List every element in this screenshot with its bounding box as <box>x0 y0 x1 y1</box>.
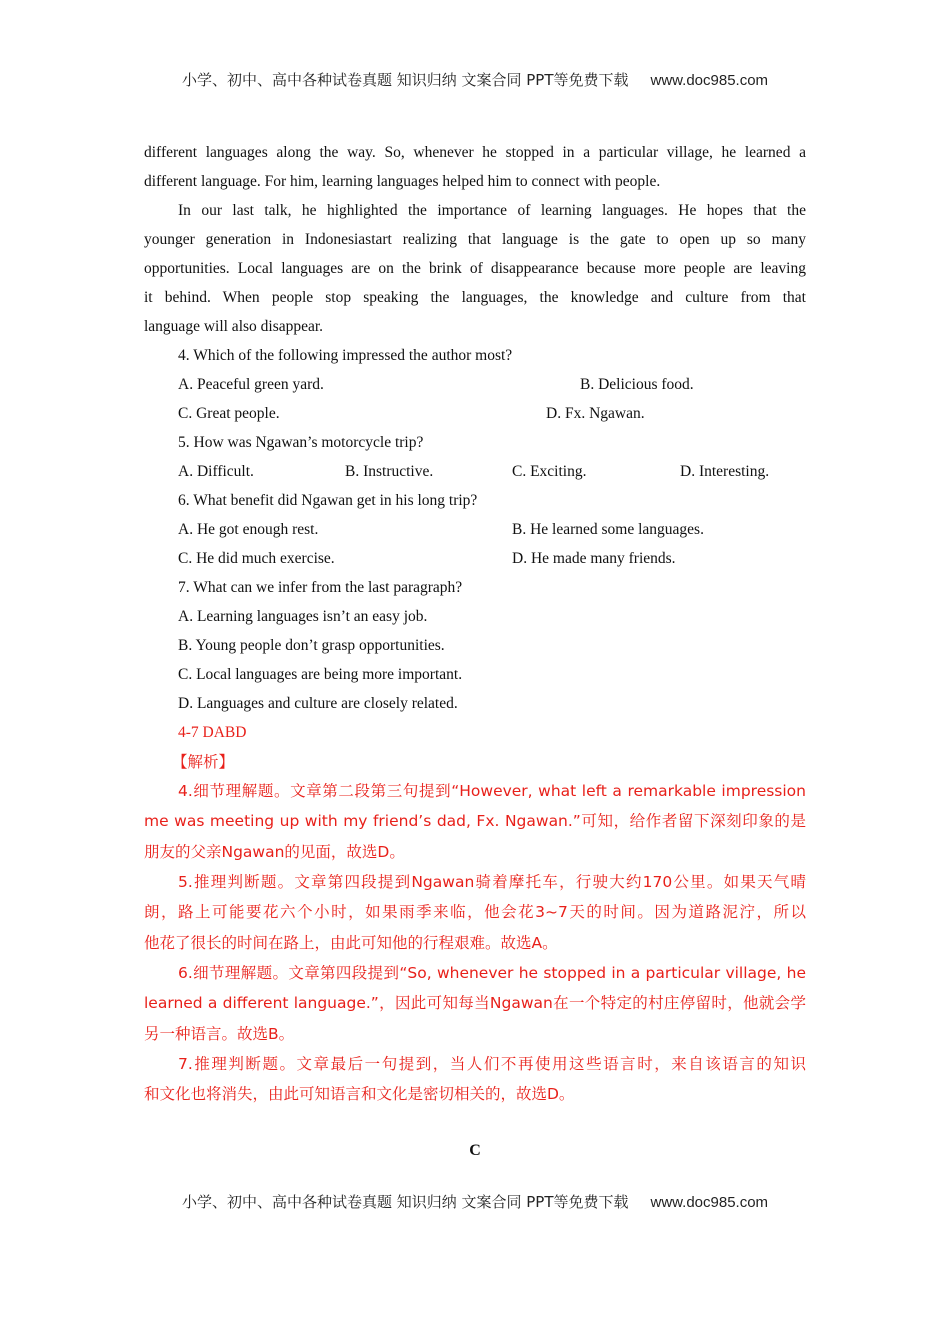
question-7-option-c: C. Local languages are being more important. <box>178 666 463 683</box>
question-5-option-c: C. Exciting. <box>512 463 587 480</box>
explanation-line: 5.推理判断题。文章第四段提到Ngawan骑着摩托车，行驶大约170公里。如果天气晴 <box>178 873 806 891</box>
header-text: 小学、初中、高中各种试卷真题 知识归纳 文案合同 PPT等免费下载 <box>181 71 629 89</box>
explanation-line: 和文化也将消失，由此可知语言和文化是密切相关的，故选D。 <box>144 1085 575 1103</box>
explanation-line: 朋友的父亲Ngawan的见面，故选D。 <box>144 843 405 861</box>
explanation-line: 另一种语言。故选B。 <box>144 1025 295 1043</box>
explanation-line: 7.推理判断题。文章最后一句提到，当人们不再使用这些语言时，来自该语言的知识 <box>178 1055 806 1073</box>
passage-line: In our last talk, he highlighted the importance of learning languages. He hopes that the <box>178 202 806 219</box>
page-header <box>0 69 950 90</box>
question-6-option-b: B. He learned some languages. <box>512 521 704 538</box>
passage-line: it behind. When people stop speaking the languages, the knowledge and culture from that <box>144 289 806 306</box>
analysis-label: 【解析】 <box>172 753 235 771</box>
explanation-line: me was meeting up with my friend’s dad, Fx. Ngawan.”可知，给作者留下深刻印象的是 <box>144 812 806 830</box>
explanation-line: learned a different language.”，因此可知每当Ngawan在一个特定的村庄停留时，他就会学 <box>144 994 806 1012</box>
page-footer <box>0 1191 950 1212</box>
explanation-line: 朗，路上可能要花六个小时，如果雨季来临，他会花3~7天的时间。因为道路泥泞，所以 <box>144 903 806 921</box>
explanation-line: 6.细节理解题。文章第四段提到“So, whenever he stopped in a particular village, he <box>178 964 806 982</box>
question-5-option-d: D. Interesting. <box>680 463 770 480</box>
answer-key: 4-7 DABD <box>178 724 247 741</box>
question-6-option-d: D. He made many friends. <box>512 550 676 567</box>
question-7-option-b: B. Young people don’t grasp opportunities. <box>178 637 445 654</box>
question-4-option-b: B. Delicious food. <box>580 376 694 393</box>
passage-line: different language. For him, learning languages helped him to connect with people. <box>144 173 661 190</box>
header-url: www.doc985.com <box>650 72 769 89</box>
footer-url: www.doc985.com <box>650 1194 769 1211</box>
question-4-option-d: D. Fx. Ngawan. <box>546 405 645 422</box>
explanation-line: 他花了很长的时间在路上，由此可知他的行程艰难。故选A。 <box>144 934 558 952</box>
question-7-option-d: D. Languages and culture are closely related. <box>178 695 458 712</box>
question-5-stem: 5. How was Ngawan’s motorcycle trip? <box>178 434 424 451</box>
question-6-option-a: A. He got enough rest. <box>178 521 319 538</box>
question-5-option-b: B. Instructive. <box>345 463 434 480</box>
passage-line: language will also disappear. <box>144 318 324 335</box>
explanation-line: 4.细节理解题。文章第二段第三句提到“However, what left a remarkable impression <box>178 782 806 800</box>
question-7-option-a: A. Learning languages isn’t an easy job. <box>178 608 428 625</box>
question-4-option-c: C. Great people. <box>178 405 280 422</box>
question-4-option-a: A. Peaceful green yard. <box>178 376 324 393</box>
passage-line: different languages along the way. So, whenever he stopped in a particular village, he learned a <box>144 144 806 161</box>
question-4-stem: 4. Which of the following impressed the author most? <box>178 347 513 364</box>
passage-line: younger generation in Indonesiastart realizing that language is the gate to open up so many <box>144 231 806 248</box>
section-heading-c: C <box>469 1142 481 1159</box>
question-6-stem: 6. What benefit did Ngawan get in his long trip? <box>178 492 478 509</box>
question-6-option-c: C. He did much exercise. <box>178 550 335 567</box>
footer-text: 小学、初中、高中各种试卷真题 知识归纳 文案合同 PPT等免费下载 <box>181 1193 629 1211</box>
question-7-stem: 7. What can we infer from the last paragraph? <box>178 579 463 596</box>
passage-line: opportunities. Local languages are on the brink of disappearance because more people are leaving <box>144 260 806 277</box>
question-5-option-a: A. Difficult. <box>178 463 254 480</box>
